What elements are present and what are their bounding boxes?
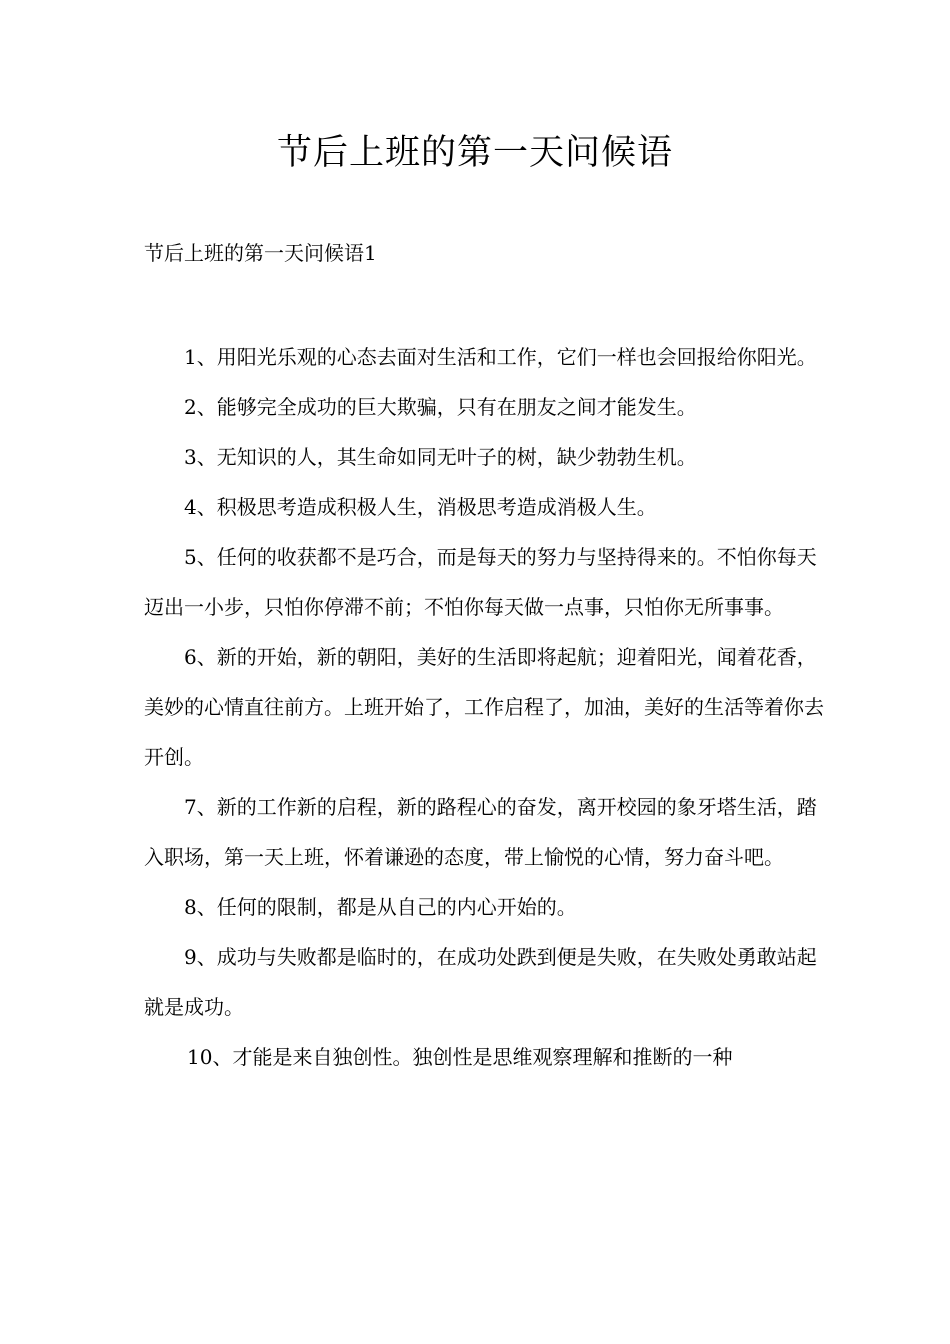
paragraph-3: 3、无知识的人，其生命如同无叶子的树，缺少勃勃生机。 [184,445,697,469]
paragraph-5: 5、任何的收获都不是巧合，而是每天的努力与坚持得来的。不怕你每天迈出一小步，只怕你停滞不前；不怕你每天做一点事，只怕你无所事事。 [144,545,817,619]
paragraph-9: 9、成功与失败都是临时的，在成功处跌到便是失败，在失败处勇敢站起就是成功。 [144,945,817,1019]
paragraph-2: 2、能够完全成功的巨大欺骗，只有在朋友之间才能发生。 [184,395,697,419]
paragraph-4: 4、积极思考造成积极人生，消极思考造成消极人生。 [184,495,657,519]
page-title: 节后上班的第一天问候语 [276,133,673,173]
paragraph-8: 8、任何的限制，都是从自己的内心开始的。 [184,895,577,919]
paragraph-1: 1、用阳光乐观的心态去面对生活和工作，它们一样也会回报给你阳光。 [184,345,817,369]
section-heading: 节后上班的第一天问候语1 [144,241,377,265]
paragraph-7: 7、新的工作新的启程，新的路程心的奋发，离开校园的象牙塔生活，踏入职场，第一天上班，怀着谦逊的态度，带上愉悦的心情，努力奋斗吧。 [144,795,817,869]
document-body [144,332,830,1082]
paragraph-6: 6、新的开始，新的朝阳，美好的生活即将起航；迎着阳光，闻着花香，美妙的心情直往前方。上班开始了，工作启程了，加油，美好的生活等着你去开创。 [144,645,824,769]
paragraph-10: 10、才能是来自独创性。独创性是思维观察理解和推断的一种 [187,1045,733,1069]
